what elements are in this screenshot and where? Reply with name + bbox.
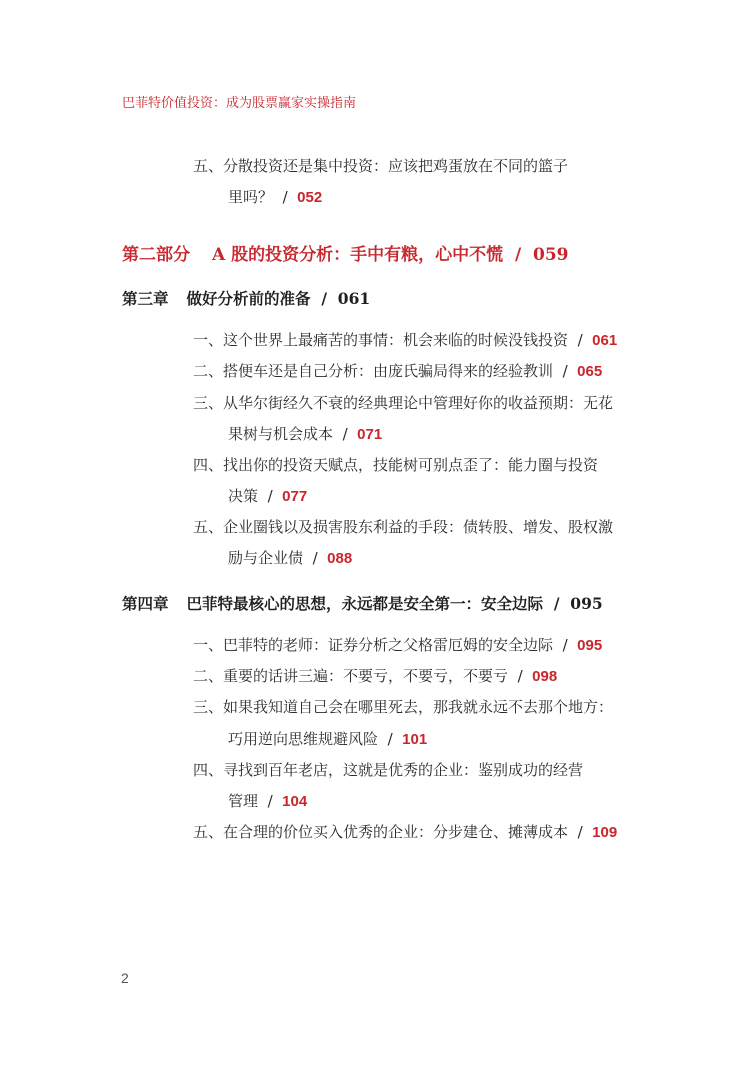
page-separator: / xyxy=(267,487,273,505)
toc-entry-line[interactable] xyxy=(228,791,307,812)
page-separator: / xyxy=(517,667,523,685)
page-number: 2 xyxy=(121,970,129,986)
toc-entry-line[interactable] xyxy=(228,548,352,569)
chapter-heading[interactable] xyxy=(122,592,603,614)
toc-page-number: 098 xyxy=(532,668,558,685)
toc-page-number: 101 xyxy=(402,731,428,748)
toc-entry-text: 五、企业圈钱以及损害股东利益的手段：债转股、增发、股权激 xyxy=(193,518,614,536)
page-separator: / xyxy=(562,362,568,380)
toc-entry-line xyxy=(193,393,613,413)
toc-entry[interactable] xyxy=(193,330,617,351)
page-separator: / xyxy=(387,730,393,748)
page-separator: / xyxy=(282,188,288,206)
toc-entry-text: 一、这个世界上最痛苦的事情：机会来临的时候没钱投资 xyxy=(193,331,569,349)
chapter-page-number: 095 xyxy=(570,594,603,613)
toc-page-number: 052 xyxy=(297,189,323,206)
page-separator: / xyxy=(312,549,318,567)
toc-entry[interactable] xyxy=(193,361,602,382)
toc-entry-line xyxy=(193,517,613,537)
toc-entry-text: 二、搭便车还是自己分析：由庞氏骗局得来的经验教训 xyxy=(193,362,554,380)
toc-entry[interactable] xyxy=(193,822,617,843)
toc-entry-line xyxy=(193,697,613,717)
toc-entry-text: 四、找出你的投资天赋点，技能树可别点歪了：能力圈与投资 xyxy=(193,456,599,474)
toc-entry-line[interactable] xyxy=(228,729,427,750)
toc-page-number: 071 xyxy=(357,426,383,443)
toc-entry-text: 决策 xyxy=(228,487,259,505)
page-separator: / xyxy=(577,331,583,349)
toc-entry-line[interactable] xyxy=(228,424,382,445)
chapter-title: 做好分析前的准备 xyxy=(186,289,311,308)
part-page-number: 059 xyxy=(533,245,569,265)
toc-entry-text: 里吗？ xyxy=(228,188,274,206)
toc-entry-text: 五、在合理的价位买入优秀的企业：分步建仓、摊薄成本 xyxy=(193,823,569,841)
toc-page-number: 077 xyxy=(282,488,308,505)
page-separator: / xyxy=(514,245,522,265)
toc-entry-line[interactable] xyxy=(228,187,322,208)
toc-entry-text: 四、寻找到百年老店，这就是优秀的企业：鉴别成功的经营 xyxy=(193,761,584,779)
toc-page-number: 109 xyxy=(592,824,618,841)
part-label: 第二部分 xyxy=(122,245,190,265)
toc-entry[interactable] xyxy=(193,635,602,656)
page-separator: / xyxy=(562,636,568,654)
toc-page-number: 061 xyxy=(592,332,618,349)
toc-entry-line xyxy=(193,455,598,475)
toc-page-number: 095 xyxy=(577,637,603,654)
toc-entry-text: 管理 xyxy=(228,792,259,810)
page-separator: / xyxy=(321,289,327,308)
chapter-label: 第三章 xyxy=(122,289,169,308)
toc-entry-text: 一、巴菲特的老师：证券分析之父格雷厄姆的安全边际 xyxy=(193,636,554,654)
toc-entry-text: 三、从华尔街经久不衰的经典理论中管理好你的收益预期：无花 xyxy=(193,394,614,412)
toc-entry-line xyxy=(193,156,568,176)
chapter-heading[interactable] xyxy=(122,287,370,309)
toc-entry-text: 五、分散投资还是集中投资：应该把鸡蛋放在不同的篮子 xyxy=(193,157,569,175)
toc-page-number: 088 xyxy=(327,550,353,567)
part-title: A 股的投资分析：手中有粮，心中不慌 xyxy=(212,245,504,265)
toc-entry[interactable] xyxy=(193,666,557,687)
toc-entry-line xyxy=(193,760,583,780)
toc-entry-text: 巧用逆向思维规避风险 xyxy=(228,730,379,748)
part-heading[interactable] xyxy=(122,240,569,265)
toc-entry-text: 果树与机会成本 xyxy=(228,425,334,443)
toc-entry-text: 励与企业债 xyxy=(228,549,304,567)
page-separator: / xyxy=(553,594,560,613)
running-head: 巴菲特价值投资：成为股票赢家实操指南 xyxy=(122,96,357,111)
page-separator: / xyxy=(342,425,348,443)
toc-page-number: 104 xyxy=(282,793,308,810)
toc-entry-text: 二、重要的话讲三遍：不要亏，不要亏，不要亏 xyxy=(193,667,509,685)
chapter-label: 第四章 xyxy=(122,594,169,613)
chapter-page-number: 061 xyxy=(337,289,371,308)
page-separator: / xyxy=(577,823,583,841)
chapter-title: 巴菲特最核心的思想，永远都是安全第一：安全边际 xyxy=(186,594,544,613)
toc-entry-line[interactable] xyxy=(228,486,307,507)
page-separator: / xyxy=(267,792,273,810)
toc-page-number: 065 xyxy=(577,363,603,380)
toc-entry-text: 三、如果我知道自己会在哪里死去，那我就永远不去那个地方： xyxy=(193,698,614,716)
